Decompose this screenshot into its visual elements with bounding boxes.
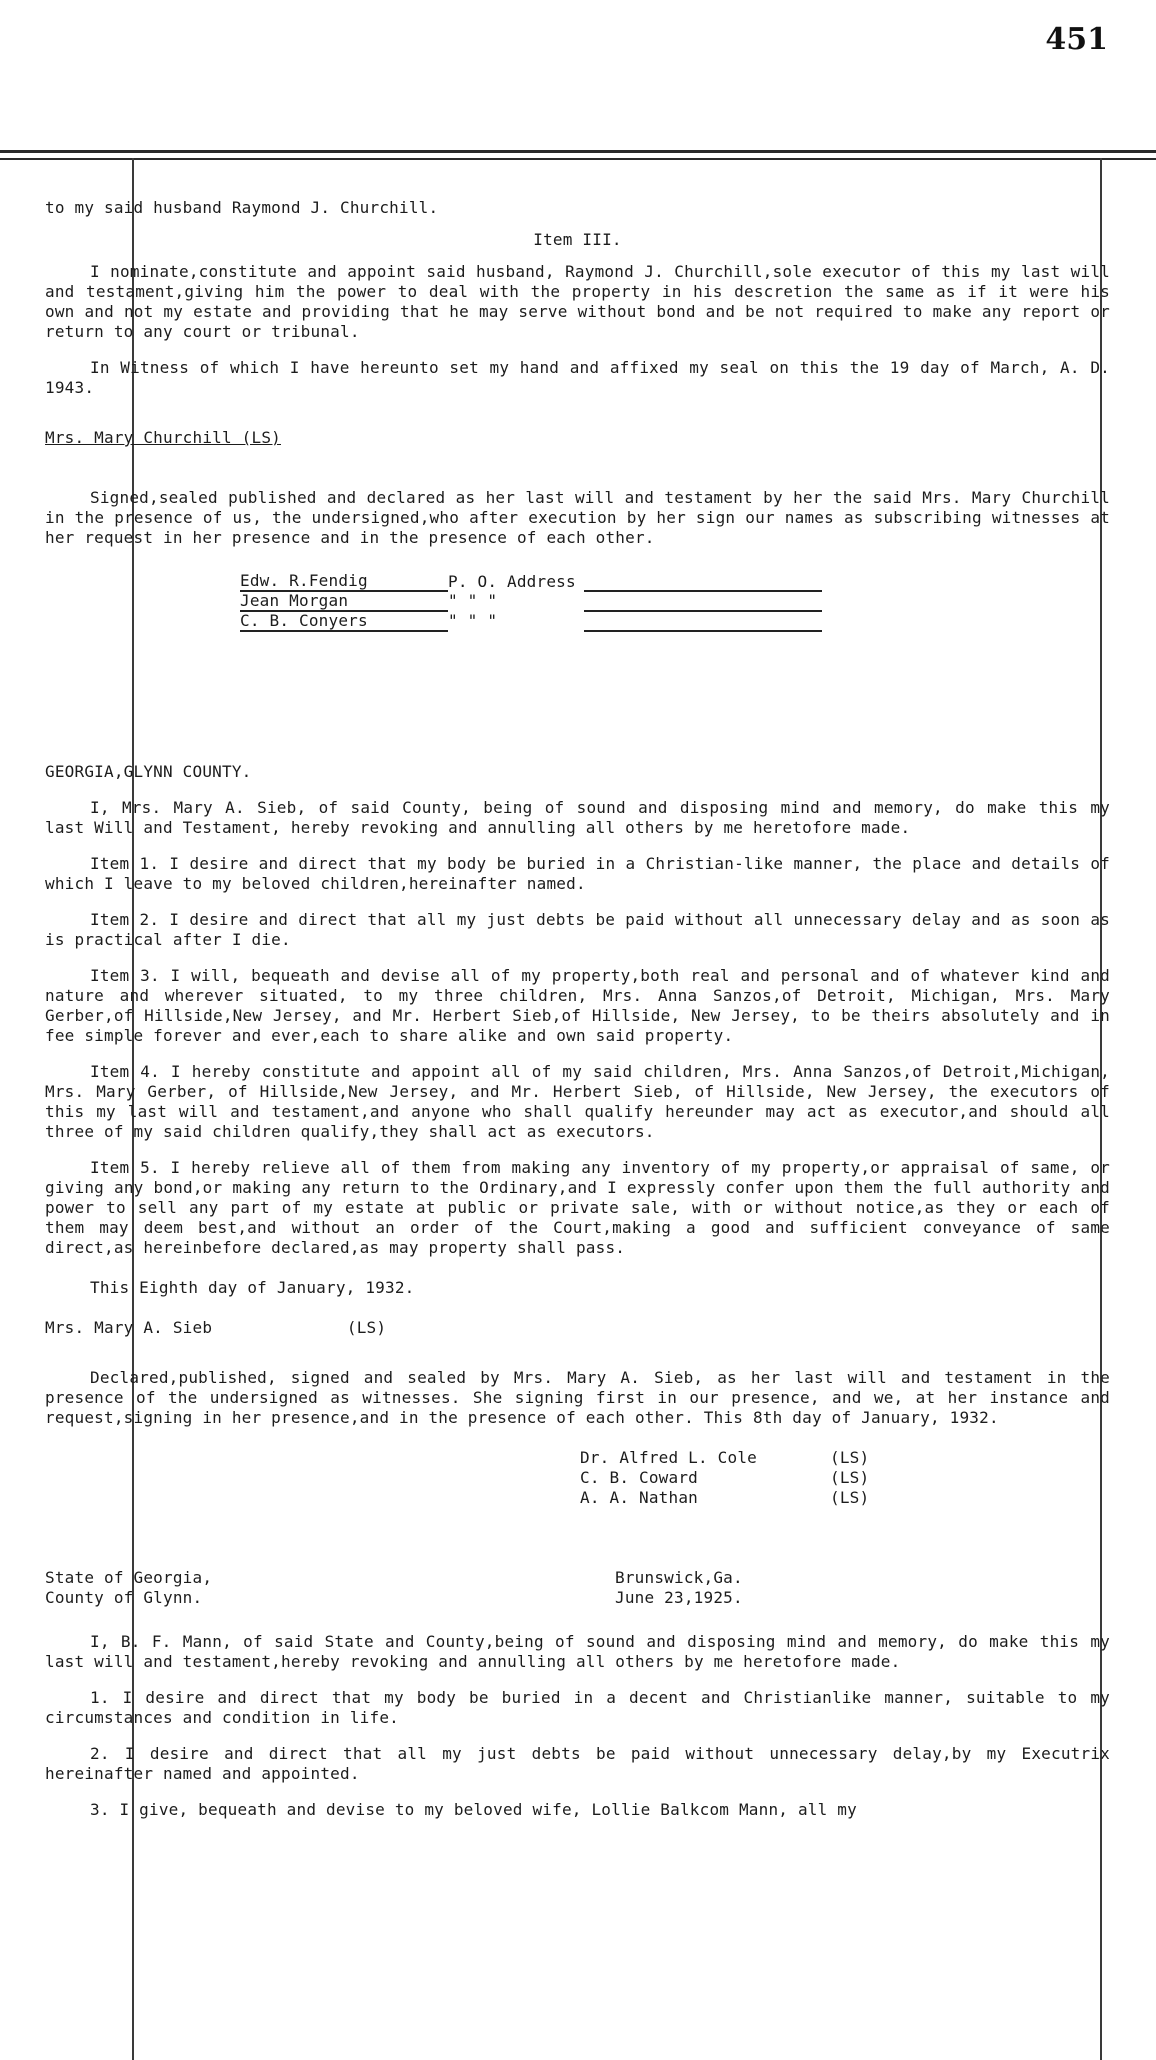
witness-row: [580, 1448, 869, 1468]
header-rule-top: [0, 150, 1156, 153]
will-item: Item 4. I hereby constitute and appoint all of my said children, Mrs. Anna Sanzos,of Detroit,Michigan, Mrs. Mary Gerber, of Hillside,New Jersey, and Mr. Herbert Sieb, of Hillside, New Jersey, the executors of this my last will and testament,and anyone who shall qualify hereunder may act as executor,and should all three of my said children qualify,they shall act as executors.: [45, 1062, 1110, 1141]
will-item: Item 5. I hereby relieve all of them from making any inventory of my property,or appraisal of same, or giving any bond,or making any return to the Ordinary,and I expressly confer upon them the full authority and power to sell any part of my estate at public or private sale, with or without notice,as they or each of them may deem best,and without an order of the Court,making a good and sufficient conveyance of same direct,as hereinbefore declared,as may property shall pass.: [45, 1158, 1110, 1257]
witness-address-label: P. O. Address: [448, 571, 576, 591]
witness-clause: In Witness of which I have hereunto set my hand and affixed my seal on this the 19 day of March, A. D. 1943.: [45, 358, 1110, 397]
address-blank: [584, 611, 822, 631]
will-mann: [45, 1568, 1110, 1820]
caption-row: [45, 1568, 1110, 1608]
document-body: [45, 198, 1110, 1820]
witness-seal: (LS): [830, 1488, 870, 1507]
will-item: Item 3. I will, bequeath and devise all of my property,both real and personal and of whatever kind and nature and wherever situated, to my three children, Mrs. Anna Sanzos,of Detroit, Michigan, Mrs. Mary Gerber,of Hillside,New Jersey, and Mr. Herbert Sieb,of Hillside, New Jersey, to be theirs absolutely and in fee simple forever and ever,each to share alike and own said property.: [45, 966, 1110, 1045]
opening-line: to my said husband Raymond J. Churchill.: [45, 198, 439, 217]
date-line: This Eighth day of January, 1932.: [90, 1278, 415, 1297]
place-line: Brunswick,Ga.: [615, 1568, 743, 1587]
address-blank: [584, 591, 822, 611]
will-intro: I, Mrs. Mary A. Sieb, of said County, being of sound and disposing mind and memory, do make this my last Will and Testament, hereby revoking and annulling all others by me heretofore made.: [45, 798, 1110, 837]
witness-name: C. B. Conyers: [240, 611, 448, 631]
witness-address-ditto: " " ": [448, 591, 498, 610]
will-churchill: [45, 198, 1110, 632]
witness-name: Edw. R.Fendig: [240, 572, 448, 591]
signature-seal: (LS): [346, 1318, 387, 1337]
item-heading: Item III.: [533, 230, 622, 249]
county-line: County of Glynn.: [45, 1588, 203, 1607]
will-item: Item 2. I desire and direct that all my just debts be paid without all unnecessary delay and as soon as is practical after I die.: [45, 910, 1110, 949]
witness-seal: (LS): [830, 1448, 870, 1467]
witness-row: [580, 1468, 869, 1488]
witness-seal: (LS): [830, 1468, 870, 1487]
attestation-clause: Signed,sealed published and declared as her last will and testament by her the said Mrs. Mary Churchill in the presence of us, the undersigned,who after execution by her sign our names as subscribing witnesses at her request in her presence and in the presence of each other.: [45, 488, 1110, 547]
signature-name: Mrs. Mary A. Sieb: [45, 1318, 213, 1337]
jurisdiction-heading: GEORGIA,GLYNN COUNTY.: [45, 762, 252, 781]
state-line: State of Georgia,: [45, 1568, 213, 1587]
witness-name: Jean Morgan: [240, 591, 448, 611]
attestation-clause: Declared,published, signed and sealed by Mrs. Mary A. Sieb, as her last will and testament in the presence of the undersigned as witnesses. She signing first in our presence, and we, at her instance and request,signing in her presence,and in the presence of each other. This 8th day of January, 1932.: [45, 1368, 1110, 1427]
witness-row: [580, 1488, 869, 1508]
testator-signature: Mrs. Mary Churchill (LS): [45, 428, 281, 447]
witness-row: [240, 572, 822, 591]
witness-name: A. A. Nathan: [580, 1488, 698, 1507]
witness-address-ditto: " " ": [448, 611, 498, 630]
caption-left: [45, 1568, 615, 1608]
will-item: 1. I desire and direct that my body be buried in a decent and Christianlike manner, suitable to my circumstances and condition in life.: [45, 1688, 1110, 1727]
witness-row: [240, 591, 822, 611]
caption-right: [615, 1568, 743, 1608]
witness-name: C. B. Coward: [580, 1468, 698, 1487]
will-sieb: [45, 762, 1110, 1508]
witness-signatures: [580, 1448, 869, 1508]
witness-name: Dr. Alfred L. Cole: [580, 1448, 757, 1467]
witness-table: [240, 572, 822, 632]
will-item: 3. I give, bequeath and devise to my beloved wife, Lollie Balkcom Mann, all my: [90, 1800, 857, 1819]
address-blank: [584, 572, 822, 591]
header-rule-bottom: [0, 158, 1156, 160]
item-text: I nominate,constitute and appoint said husband, Raymond J. Churchill,sole executor of this my last will and testament,giving him the power to deal with the property in his descretion the same as if it were his own and not my estate and providing that he may serve without bond and be not required to make any report or return to any court or tribunal.: [45, 262, 1110, 341]
witness-row: [240, 611, 822, 631]
page-number: 451: [1045, 22, 1108, 57]
will-intro: I, B. F. Mann, of said State and County,being of sound and disposing mind and memory, do make this my last will and testament,hereby revoking and annulling all others by me heretofore made.: [45, 1632, 1110, 1671]
testator-signature: [45, 1318, 1110, 1338]
date-line: June 23,1925.: [615, 1588, 743, 1607]
will-item: 2. I desire and direct that all my just debts be paid without unnecessary delay,by my Executrix hereinafter named and appointed.: [45, 1744, 1110, 1783]
will-item: Item 1. I desire and direct that my body be buried in a Christian-like manner, the place and details of which I leave to my beloved children,hereinafter named.: [45, 854, 1110, 893]
